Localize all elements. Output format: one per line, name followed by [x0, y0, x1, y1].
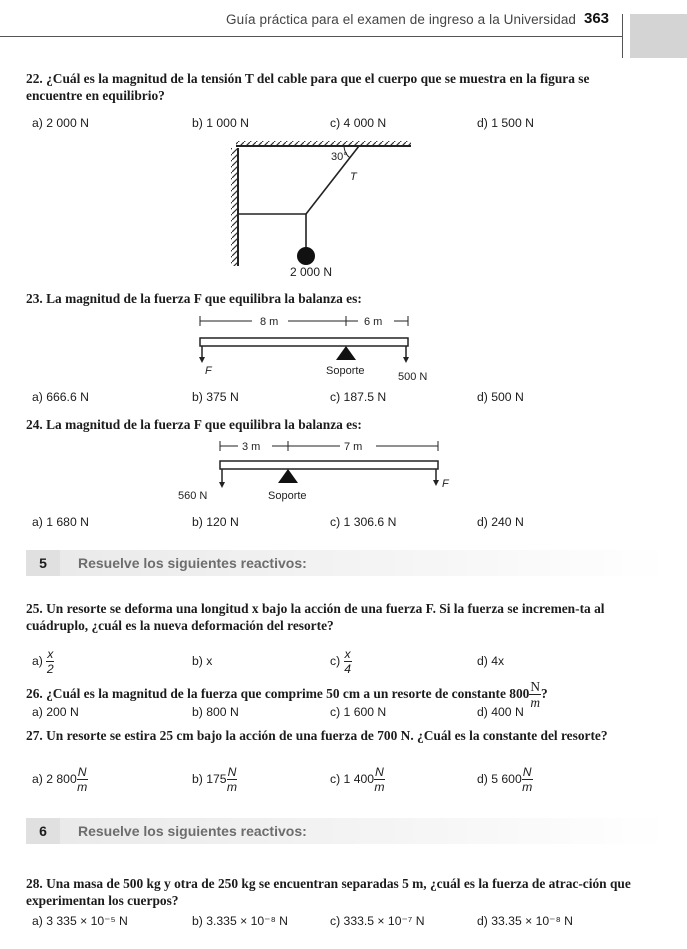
question-number: 28. — [26, 876, 43, 891]
question-number: 26. — [26, 685, 43, 701]
question-22-options — [32, 116, 632, 136]
distance-right-label: 7 m — [344, 441, 363, 453]
option-c[interactable]: c) 4 000 N — [330, 116, 387, 130]
numerator: N — [522, 765, 532, 779]
question-number: 24. — [26, 417, 43, 432]
option-d[interactable]: d) 1 500 N — [477, 116, 534, 130]
question-number: 22. — [26, 71, 43, 86]
denominator: m — [226, 780, 238, 795]
option-a[interactable]: a) 1 680 N — [32, 515, 89, 529]
header-divider — [622, 14, 623, 58]
question-number: 25. — [26, 601, 43, 616]
option-d-value: d) 5 600 — [477, 771, 522, 786]
support-label: Soporte — [268, 490, 307, 502]
question-24 — [26, 416, 636, 433]
option-a[interactable]: a) 200 N — [32, 705, 79, 719]
denominator: 2 — [46, 662, 54, 677]
denominator: 4 — [344, 662, 351, 677]
option-b[interactable]: b) 120 N — [192, 515, 239, 529]
option-c[interactable]: c) 333.5 × 10⁻⁷ N — [330, 914, 425, 928]
question-stem: La magnitud de la fuerza F que equilibra la balanza es: — [46, 291, 362, 306]
question-number: 27. — [26, 728, 43, 743]
option-a[interactable]: a) 666.6 N — [32, 390, 89, 404]
header-rule — [0, 36, 622, 37]
option-a[interactable] — [32, 766, 88, 793]
option-a-value: a) 2 800 — [32, 771, 77, 786]
question-stem: ¿Cuál es la magnitud de la tensión T del cable para que el cuerpo que se muestra en la figura se encuentre en equilibrio? — [26, 71, 590, 103]
unit-fraction — [374, 766, 385, 793]
question-24-options — [32, 515, 632, 535]
support-triangle — [336, 346, 356, 360]
section-number: 5 — [26, 550, 60, 576]
balance-diagram-23 — [188, 312, 438, 387]
option-b[interactable]: b) 1 000 N — [192, 116, 249, 130]
option-d[interactable] — [477, 766, 533, 793]
question-number: 23. — [26, 291, 43, 306]
balance-beam — [220, 461, 438, 469]
unit-fraction — [227, 766, 238, 793]
question-27 — [26, 727, 636, 744]
balance-beam — [200, 338, 408, 346]
weight-label: 2 000 N — [290, 265, 333, 279]
option-b[interactable]: b) 800 N — [192, 705, 239, 719]
question-stem: La magnitud de la fuerza F que equilibra la balanza es: — [46, 417, 362, 432]
numerator: N — [530, 679, 541, 694]
denominator: m — [77, 780, 88, 795]
load-label: 500 N — [398, 371, 428, 383]
option-a[interactable] — [32, 648, 54, 675]
option-c[interactable]: c) 187.5 N — [330, 390, 387, 404]
option-b[interactable]: b) 375 N — [192, 390, 239, 404]
option-b[interactable]: b) 3.335 × 10⁻⁸ N — [192, 914, 288, 928]
force-label: F — [442, 478, 449, 490]
numerator: N — [227, 765, 237, 779]
option-a-fraction — [46, 648, 54, 675]
question-23 — [26, 290, 636, 307]
option-b-value: b) 175 — [192, 771, 227, 786]
question-26-options — [32, 705, 632, 725]
stem-end: ? — [541, 685, 548, 701]
option-c[interactable] — [330, 766, 385, 793]
page-number: 363 — [584, 10, 610, 27]
section-number: 6 — [26, 818, 60, 844]
option-c-value: c) 1 400 — [330, 771, 375, 786]
option-d[interactable]: d) 4x — [477, 654, 505, 668]
option-c-letter: c) — [330, 653, 341, 668]
tension-label: T — [350, 171, 357, 183]
question-22 — [26, 70, 636, 104]
numerator: x — [344, 647, 351, 661]
running-header: Guía práctica para el examen de ingreso a la Universidad — [226, 12, 577, 27]
load-label: 560 N — [178, 490, 208, 502]
option-d[interactable]: d) 500 N — [477, 390, 524, 404]
question-28 — [26, 875, 636, 909]
force-label: F — [205, 365, 212, 377]
unit-fraction — [77, 766, 88, 793]
option-d[interactable]: d) 400 N — [477, 705, 524, 719]
section-title: Resuelve los siguientes reactivos: — [78, 555, 307, 571]
distance-left-label: 8 m — [260, 316, 279, 328]
support-triangle — [278, 469, 298, 483]
numerator: x — [47, 647, 54, 661]
denominator: m — [530, 695, 541, 711]
tension-diagram — [226, 136, 426, 286]
section-6-header — [26, 818, 666, 844]
angle-label: 30° — [331, 151, 348, 163]
weight-mass — [297, 247, 315, 265]
option-d[interactable]: d) 240 N — [477, 515, 524, 529]
numerator: N — [375, 765, 384, 779]
distance-right-label: 6 m — [364, 316, 383, 328]
option-c-fraction — [344, 648, 352, 675]
question-28-options — [32, 914, 632, 934]
question-23-options — [32, 390, 632, 410]
distance-left-label: 3 m — [242, 441, 261, 453]
question-stem: Un resorte se deforma una longitud x bajo la acción de una fuerza F. Si la fuerza se incremen-ta al cuádruplo, ¿cuál es la nueva deformación del resorte? — [26, 601, 605, 633]
option-b[interactable] — [192, 766, 237, 793]
question-25 — [26, 600, 636, 634]
option-a[interactable]: a) 2 000 N — [32, 116, 89, 130]
support-label: Soporte — [326, 365, 365, 377]
unit-fraction — [522, 766, 533, 793]
option-c[interactable]: c) 1 600 N — [330, 705, 387, 719]
section-5-header — [26, 550, 666, 576]
option-a[interactable]: a) 3 335 × 10⁻⁵ N — [32, 914, 128, 928]
balance-diagram-24 — [176, 437, 456, 507]
question-stem: ¿Cuál es la magnitud de la fuerza que comprime 50 cm a un resorte de constante 800 — [46, 685, 530, 701]
section-title: Resuelve los siguientes reactivos: — [78, 823, 307, 839]
option-b[interactable]: b) x — [192, 654, 213, 668]
question-25-options — [32, 648, 632, 678]
denominator: m — [522, 780, 533, 795]
denominator: m — [374, 780, 385, 795]
option-c[interactable]: c) 1 306.6 N — [330, 515, 397, 529]
question-stem: Una masa de 500 kg y otra de 250 kg se encuentran separadas 5 m, ¿cuál es la fuerza de atrac-ción que experimentan los cuerpos? — [26, 876, 631, 908]
option-d[interactable]: d) 33.35 × 10⁻⁸ N — [477, 914, 573, 928]
numerator: N — [77, 765, 87, 779]
option-a-letter: a) — [32, 653, 43, 668]
question-stem: Un resorte se estira 25 cm bajo la acción de una fuerza de 700 N. ¿Cuál es la constante del resorte? — [46, 728, 608, 743]
page-tab — [630, 14, 687, 58]
option-c[interactable] — [330, 648, 352, 675]
wall-hatch — [231, 148, 237, 266]
question-27-options — [32, 766, 632, 796]
